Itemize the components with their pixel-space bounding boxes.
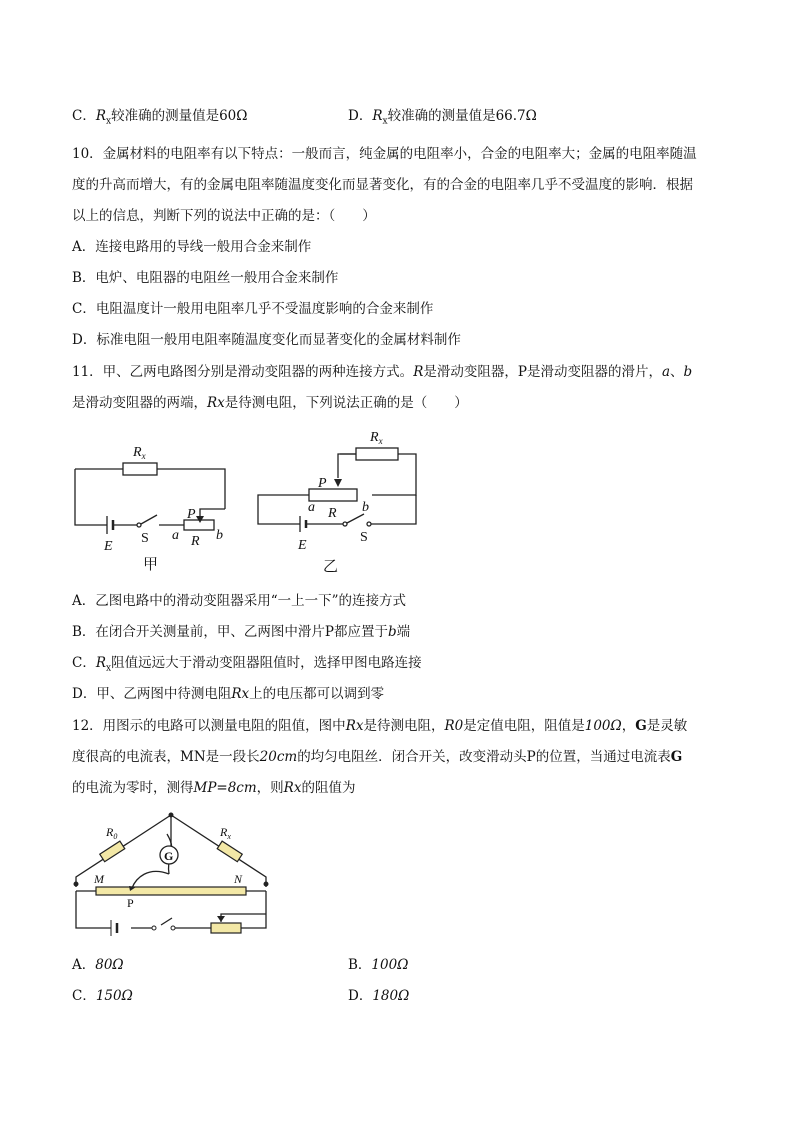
r0-label: $R_0$ [106,825,118,841]
q11-stem-line-1: 11．甲、乙两电路图分别是滑动变阻器的两种连接方式。R是滑动变阻器，P是滑动变阻器的滑片，a、b [72,364,693,380]
q12-option-a: A．80Ω [72,957,124,973]
left-rx-label: $R_x$ [133,445,146,461]
q12-option-b: B．100Ω [348,957,409,973]
left-r-label: R [191,534,200,549]
q10-option-c: C．电阻温度计一般用电阻率几乎不受温度影响的合金来制作 [72,301,434,317]
left-e-label: E [104,539,113,554]
q10-stem-line-1: 10．金属材料的电阻率有以下特点：一般而言，纯金属的电阻率小，合金的电阻率大；金属的电阻率随温 [72,146,697,162]
right-r-label: R [328,506,337,521]
right-s-label: S [360,530,368,545]
right-rx-label: $R_x$ [370,430,383,446]
q11-option-c: C．$R_x$阻值远远大于滑动变阻器阻值时，选择甲图电路连接 [72,655,422,674]
q11-option-a: A．乙图电路中的滑动变阻器采用“一上一下”的连接方式 [72,593,407,609]
q12-bridge-circuit-diagram [66,810,276,940]
q11-stem-line-2: 是滑动变阻器的两端，Rx是待测电阻，下列说法正确的是（ ） [72,395,468,411]
q9-option-d: D．$R_x$较准确的测量值是66.7Ω [348,108,537,127]
n-label: N [234,872,243,886]
q10-option-d: D．标准电阻一般用电阻率随温度变化而显著变化的金属材料制作 [72,332,461,348]
left-p-label: P [187,507,196,522]
q9-option-c: C．$R_x$较准确的测量值是60Ω [72,108,248,127]
q11-circuit-diagram [60,425,440,580]
q12-stem-line-1: 12．用图示的电路可以测量电阻的阻值，图中Rx是待测电阻，R0是定值电阻，阻值是100Ω，G是灵敏 [72,718,688,734]
q11-option-d: D．甲、乙两图中待测电阻Rx上的电压都可以调到零 [72,686,385,702]
galvanometer-label: G [164,849,174,863]
rx-label: $R_x$ [220,825,231,841]
q12-option-c: C．150Ω [72,988,133,1004]
q12-stem-line-3: 的电流为零时，测得MP=8cm，则Rx的阻值为 [72,780,356,796]
q10-option-a: A．连接电路用的导线一般用合金来制作 [72,239,312,255]
right-caption: 乙 [323,559,339,575]
right-e-label: E [298,538,307,553]
left-s-label: S [141,531,149,546]
right-p-label: P [318,476,327,491]
q10-stem-line-3: 以上的信息，判断下列的说法中正确的是：（ ） [72,208,376,224]
m-label: M [94,872,104,886]
q12-option-d: D．180Ω [348,988,410,1004]
left-a-label: a [172,528,179,543]
left-b-label: b [216,528,223,543]
q12-stem-line-2: 度很高的电流表，MN是一段长20cm的均匀电阻丝．闭合开关，改变滑动头P的位置，当通过电流表G [72,749,683,765]
q10-option-b: B．电炉、电阻器的电阻丝一般用合金来制作 [72,270,339,286]
p-label: P [127,896,134,910]
right-b-label: b [362,500,369,515]
right-a-label: a [308,500,315,515]
q10-stem-line-2: 度的升高而增大，有的金属电阻率随温度变化而显著变化，有的合金的电阻率几乎不受温度的影响．根据 [72,177,693,193]
q11-option-b: B．在闭合开关测量前，甲、乙两图中滑片P都应置于b端 [72,624,411,640]
left-caption: 甲 [143,557,159,573]
